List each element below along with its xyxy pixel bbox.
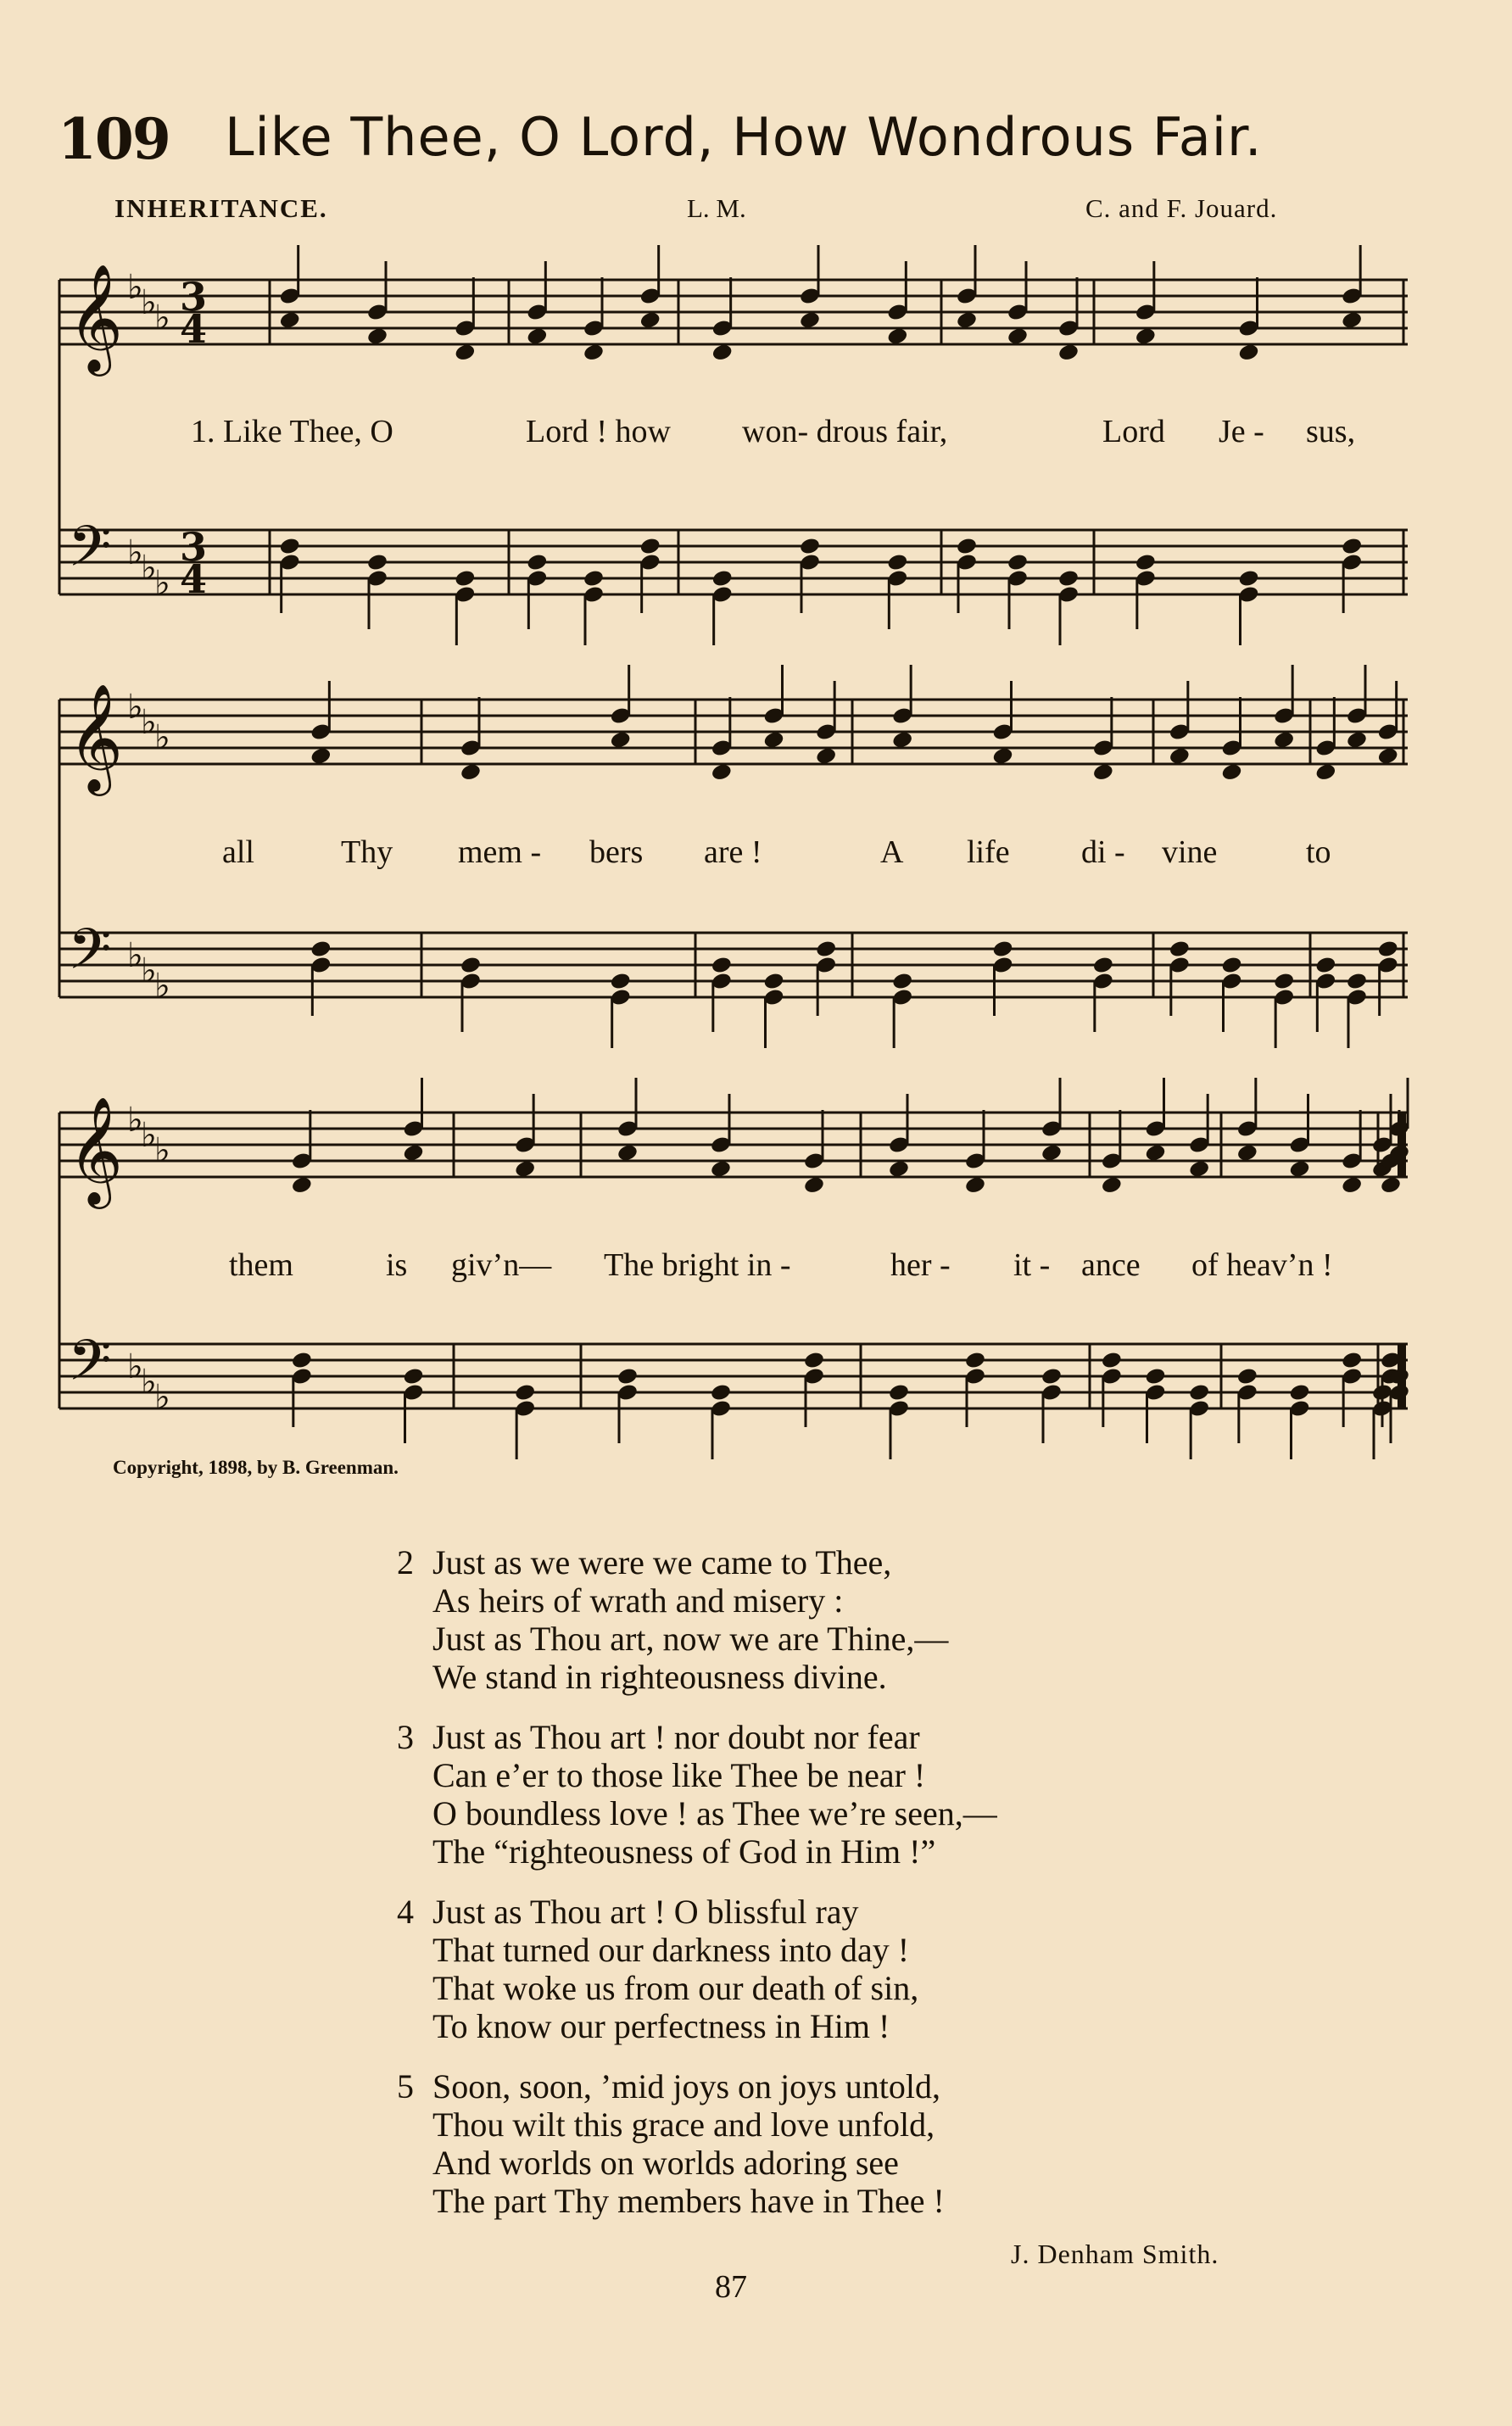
- notehead: [639, 310, 661, 330]
- verse-text: Just as Thou art ! nor doubt nor fear: [432, 1718, 920, 1756]
- notehead: [1057, 343, 1080, 362]
- lyric-syllable: of heav’n !: [1191, 1247, 1333, 1283]
- notehead: [886, 326, 908, 346]
- treble-clef: 𝄞: [68, 683, 124, 791]
- verse-number: 5: [397, 2067, 414, 2105]
- flat-sign: ♭: [127, 268, 143, 307]
- final-barline: [1398, 1344, 1406, 1408]
- notehead: [1314, 956, 1336, 975]
- lyric-syllable: them: [229, 1247, 293, 1283]
- flat-sign: ♭: [127, 1347, 143, 1386]
- verse-line: The “righteousness of God in Him !”: [432, 1832, 936, 1871]
- verse-3: [397, 1718, 1245, 1871]
- notehead: [526, 553, 548, 572]
- lyric-syllable: di -: [1081, 834, 1125, 870]
- notehead: [1237, 343, 1259, 362]
- notehead: [710, 1159, 732, 1179]
- notehead: [402, 1143, 424, 1163]
- lyric-syllable: bers: [589, 834, 644, 870]
- flat-sign: ♭: [127, 688, 143, 727]
- notehead: [460, 762, 482, 782]
- notehead: [366, 553, 388, 572]
- notehead: [1101, 1351, 1123, 1370]
- notehead: [799, 537, 821, 556]
- verse-line: Can e’er to those like Thee be near !: [432, 1756, 926, 1794]
- notehead: [526, 326, 548, 346]
- lyric-syllable: Thy: [341, 834, 393, 870]
- flat-sign: ♭: [154, 718, 170, 757]
- notehead: [291, 1351, 313, 1370]
- notehead: [711, 343, 734, 362]
- bass-clef: 𝄢: [68, 514, 112, 593]
- hymn-title: Like Thee, O Lord, How Wondrous Fair.: [225, 106, 1263, 168]
- notehead: [1377, 746, 1399, 766]
- flat-sign: ♭: [127, 1101, 143, 1140]
- lyric-syllable: giv’n—: [451, 1247, 552, 1283]
- lyric-syllable: sus,: [1306, 414, 1356, 449]
- flat-sign: ♭: [141, 951, 157, 990]
- notehead: [454, 343, 476, 362]
- notehead: [291, 1175, 313, 1195]
- notehead: [639, 537, 661, 556]
- notehead: [402, 1367, 424, 1386]
- notehead: [1188, 1159, 1210, 1179]
- notehead: [610, 972, 632, 991]
- notehead: [799, 310, 821, 330]
- notehead: [886, 553, 908, 572]
- notehead: [310, 940, 332, 959]
- notehead: [583, 569, 605, 588]
- notehead: [514, 1383, 536, 1403]
- notehead: [711, 956, 733, 975]
- verse-text: Soon, soon, ’mid joys on joys untold,: [432, 2067, 940, 2105]
- lyric-syllable: vine: [1162, 834, 1218, 870]
- lyric-syllable: are !: [704, 834, 762, 870]
- notehead: [1377, 940, 1399, 959]
- verse-number: 2: [397, 1543, 414, 1581]
- notehead: [1288, 1159, 1310, 1179]
- verse-line: That turned our darkness into day !: [432, 1931, 910, 1969]
- notehead: [617, 1367, 639, 1386]
- flat-sign: ♭: [154, 967, 170, 1006]
- time-signature-top: 3: [180, 524, 208, 570]
- notehead: [815, 940, 837, 959]
- lyric-syllable: ance: [1081, 1247, 1141, 1283]
- notehead: [1220, 762, 1242, 782]
- verse-line: We stand in righteousness divine.: [432, 1658, 887, 1696]
- notehead: [1092, 956, 1114, 975]
- verse-line: As heirs of wrath and misery :: [432, 1581, 844, 1620]
- notehead: [956, 537, 978, 556]
- notehead: [1101, 1175, 1123, 1195]
- notehead: [454, 569, 476, 588]
- notehead: [1220, 956, 1242, 975]
- flat-sign: ♭: [154, 564, 170, 603]
- flat-sign: ♭: [154, 1131, 170, 1170]
- time-signature-top: 3: [180, 274, 208, 320]
- lyric-syllable: life: [967, 834, 1010, 870]
- notehead: [1236, 1367, 1258, 1386]
- verse-line: O boundless love ! as Thee we’re seen,—: [432, 1794, 997, 1832]
- notehead: [1057, 569, 1080, 588]
- flat-sign: ♭: [141, 283, 157, 322]
- notehead: [460, 956, 482, 975]
- notehead: [1007, 326, 1029, 346]
- notehead: [991, 746, 1013, 766]
- notehead: [1169, 940, 1191, 959]
- notehead: [1341, 537, 1363, 556]
- notehead: [1007, 553, 1029, 572]
- notehead: [1041, 1143, 1063, 1163]
- flat-sign: ♭: [154, 298, 170, 337]
- flat-sign: ♭: [154, 1378, 170, 1417]
- bass-clef: 𝄢: [68, 1328, 112, 1407]
- composer: C. and F. Jouard.: [1085, 193, 1278, 223]
- lyric-syllable: is: [386, 1247, 408, 1283]
- notehead: [762, 972, 784, 991]
- notehead: [1144, 1367, 1166, 1386]
- lyric-syllable: all: [222, 834, 254, 870]
- notehead: [514, 1159, 536, 1179]
- verse-line: To know our perfectness in Him !: [432, 2007, 890, 2045]
- notehead: [1169, 746, 1191, 766]
- verse-line: Thou wilt this grace and love unfold,: [432, 2105, 935, 2144]
- copyright-notice: Copyright, 1898, by B. Greenman.: [113, 1457, 399, 1478]
- notehead: [991, 940, 1013, 959]
- notehead: [617, 1143, 639, 1163]
- verse-number: 4: [397, 1893, 414, 1931]
- lyric-syllable: The bright in -: [604, 1247, 791, 1283]
- lyric-syllable: to: [1306, 834, 1331, 870]
- time-signature-bottom: 4: [180, 306, 208, 352]
- lyric-syllable: 1. Like Thee, O: [191, 414, 393, 449]
- tune-name: INHERITANCE.: [114, 193, 328, 223]
- notehead: [1341, 310, 1363, 330]
- flat-sign: ♭: [141, 549, 157, 588]
- lyric-syllable: her -: [890, 1247, 951, 1283]
- notehead: [1341, 1351, 1363, 1370]
- lyric-syllable: Lord ! how: [526, 414, 671, 449]
- verse-text: Just as we were we came to Thee,: [432, 1543, 892, 1581]
- meter: L. M.: [687, 193, 746, 223]
- notehead: [279, 537, 301, 556]
- notehead: [1237, 569, 1259, 588]
- verse-line: [397, 1543, 1245, 1581]
- notehead: [891, 972, 913, 991]
- notehead: [1380, 1175, 1402, 1195]
- verse-line: [397, 1893, 1245, 1931]
- notehead: [610, 730, 632, 750]
- notehead: [1188, 1383, 1210, 1403]
- notehead: [710, 1383, 732, 1403]
- verse-line: Just as Thou art, now we are Thine,—: [432, 1620, 949, 1658]
- notehead: [310, 746, 332, 766]
- notehead: [956, 310, 978, 330]
- verse-list: [397, 1543, 1245, 2242]
- notehead: [1273, 730, 1295, 750]
- notehead: [762, 730, 784, 750]
- lyric-syllable: Je -: [1219, 414, 1264, 449]
- flat-sign: ♭: [141, 1116, 157, 1155]
- notehead: [1314, 762, 1336, 782]
- notehead: [1341, 1175, 1363, 1195]
- notehead: [803, 1175, 825, 1195]
- verse-line: [397, 1718, 1245, 1756]
- notehead: [583, 343, 605, 362]
- notehead: [891, 730, 913, 750]
- lyric-syllable: it -: [1013, 1247, 1051, 1283]
- verse-4: [397, 1893, 1245, 2045]
- lyricist: J. Denham Smith.: [1011, 2239, 1219, 2269]
- verse-line: [397, 2067, 1245, 2105]
- notehead: [803, 1351, 825, 1370]
- notehead: [711, 569, 734, 588]
- notehead: [1092, 762, 1114, 782]
- verse-5: [397, 2067, 1245, 2220]
- time-signature-bottom: 4: [180, 556, 208, 602]
- lyric-syllable: Lord: [1102, 414, 1165, 449]
- notehead: [1135, 326, 1157, 346]
- flat-sign: ♭: [127, 936, 143, 975]
- notehead: [964, 1175, 986, 1195]
- treble-clef: 𝄞: [68, 1096, 124, 1204]
- verse-line: And worlds on worlds adoring see: [432, 2144, 899, 2182]
- final-barline: [1398, 1113, 1406, 1177]
- notehead: [711, 762, 733, 782]
- notehead: [1236, 1143, 1258, 1163]
- verse-line: The part Thy members have in Thee !: [432, 2182, 945, 2220]
- bass-clef: 𝄢: [68, 917, 112, 995]
- hymn-number: 109: [58, 106, 170, 172]
- notehead: [815, 746, 837, 766]
- notehead: [1288, 1383, 1310, 1403]
- treble-clef: 𝄞: [68, 263, 124, 371]
- notehead: [888, 1383, 910, 1403]
- notehead: [1346, 730, 1368, 750]
- verse-number: 3: [397, 1718, 414, 1756]
- notehead: [1041, 1367, 1063, 1386]
- page-number: 87: [715, 2269, 747, 2305]
- notehead: [888, 1159, 910, 1179]
- lyric-syllable: won- drous fair,: [742, 414, 948, 449]
- flat-sign: ♭: [127, 533, 143, 572]
- notehead: [1144, 1143, 1166, 1163]
- flat-sign: ♭: [141, 1363, 157, 1402]
- notehead: [1346, 972, 1368, 991]
- verse-line: That woke us from our death of sin,: [432, 1969, 919, 2007]
- notehead: [279, 310, 301, 330]
- notehead: [366, 326, 388, 346]
- lyric-syllable: mem -: [458, 834, 542, 870]
- notehead: [1135, 553, 1157, 572]
- lyric-syllable: A: [880, 834, 904, 870]
- notehead: [964, 1351, 986, 1370]
- verse-2: [397, 1543, 1245, 1696]
- notehead: [1273, 972, 1295, 991]
- verse-text: Just as Thou art ! O blissful ray: [432, 1893, 859, 1931]
- flat-sign: ♭: [141, 703, 157, 742]
